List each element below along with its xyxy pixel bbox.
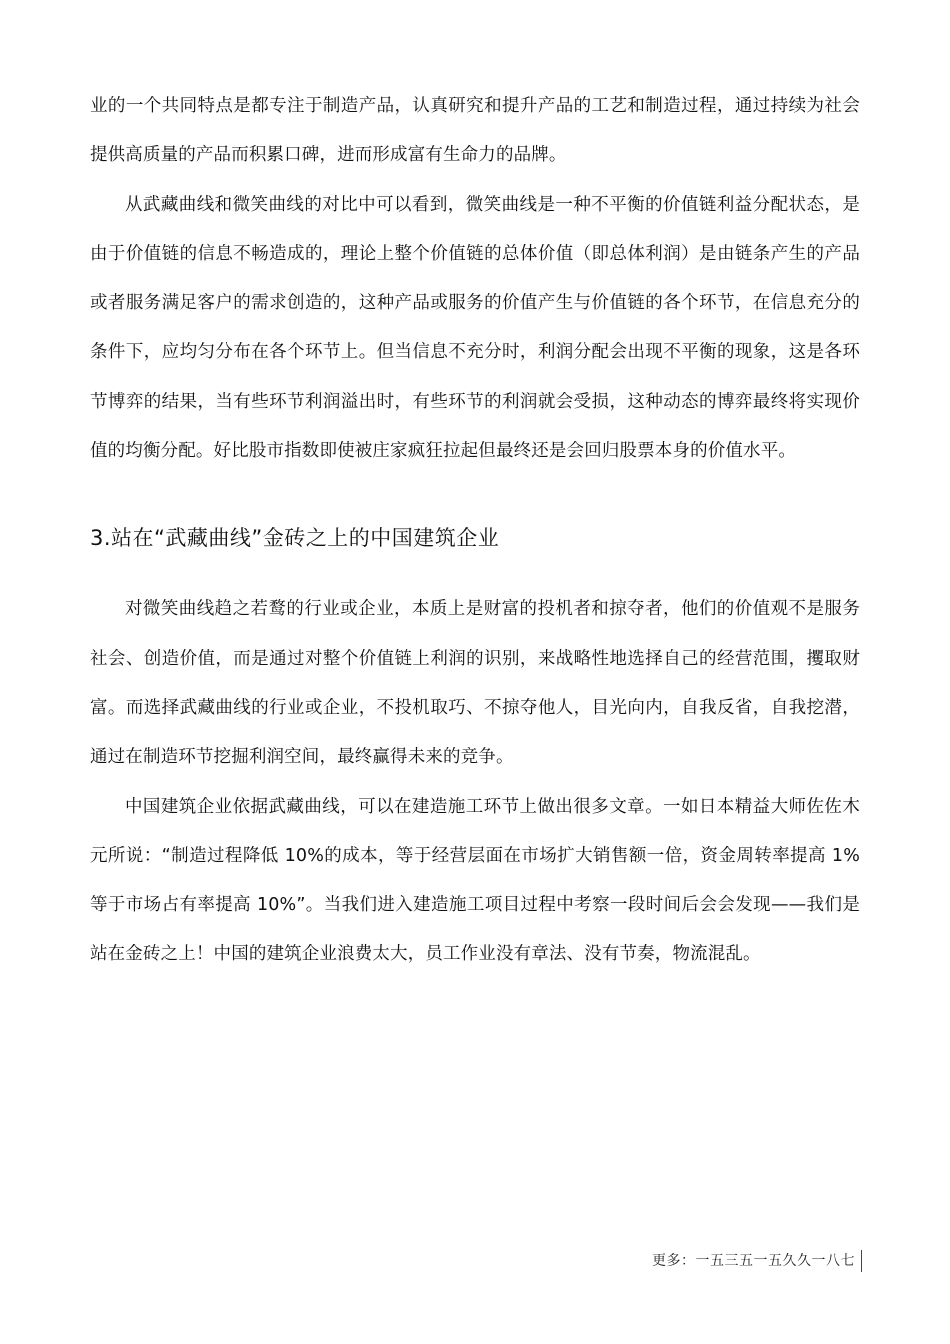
document-body bbox=[90, 82, 860, 980]
paragraph-chinese-construction: 中国建筑企业依据武藏曲线，可以在建造施工环节上做出很多文章。一如日本精益大师佐佐木元所说：“制造过程降低 10%的成本，等于经营层面在市场扩大销售额一倍，资金周转率提高 1%等于市场占有率提高 10%”。当我们进入建造施工项目过程中考察一段时间后会会发现——我们是站在金砖之上！中国的建筑企业浪费太大，员工作业没有章法、没有节奏，物流混乱。 bbox=[90, 796, 860, 965]
paragraph-smile-curve-critique: 对微笑曲线趋之若鹜的行业或企业，本质上是财富的投机者和掠夺者，他们的价值观不是服务社会、创造价值，而是通过对整个价值链上利润的识别，来战略性地选择自己的经营范围，攫取财富。而选择武藏曲线的行业或企业，不投机取巧、不掠夺他人，目光向内，自我反省，自我挖潜，通过在制造环节挖掘利润空间，最终赢得未来的竞争。 bbox=[90, 599, 860, 768]
section-heading: 3.站在“武藏曲线”金砖之上的中国建筑企业 bbox=[90, 526, 500, 551]
footer-contact-text: 更多：一五三五一五久久一八七 bbox=[652, 1250, 862, 1272]
paragraph-continued: 业的一个共同特点是都专注于制造产品，认真研究和提升产品的工艺和制造过程，通过持续为社会提供高质量的产品而积累口碑，进而形成富有生命力的品牌。 bbox=[90, 96, 860, 166]
paragraph-curve-comparison: 从武藏曲线和微笑曲线的对比中可以看到，微笑曲线是一种不平衡的价值链利益分配状态，是由于价值链的信息不畅造成的，理论上整个价值链的总体价值（即总体利润）是由链条产生的产品或者服务满足客户的需求创造的，这种产品或服务的价值产生与价值链的各个环节，在信息充分的条件下，应均匀分布在各个环节上。但当信息不充分时，利润分配会出现不平衡的现象，这是各环节博弈的结果，当有些环节利润溢出时，有些环节的利润就会受损，这种动态的博弈最终将实现价值的均衡分配。好比股市指数即使被庄家疯狂拉起但最终还是会回归股票本身的价值水平。 bbox=[90, 194, 860, 462]
